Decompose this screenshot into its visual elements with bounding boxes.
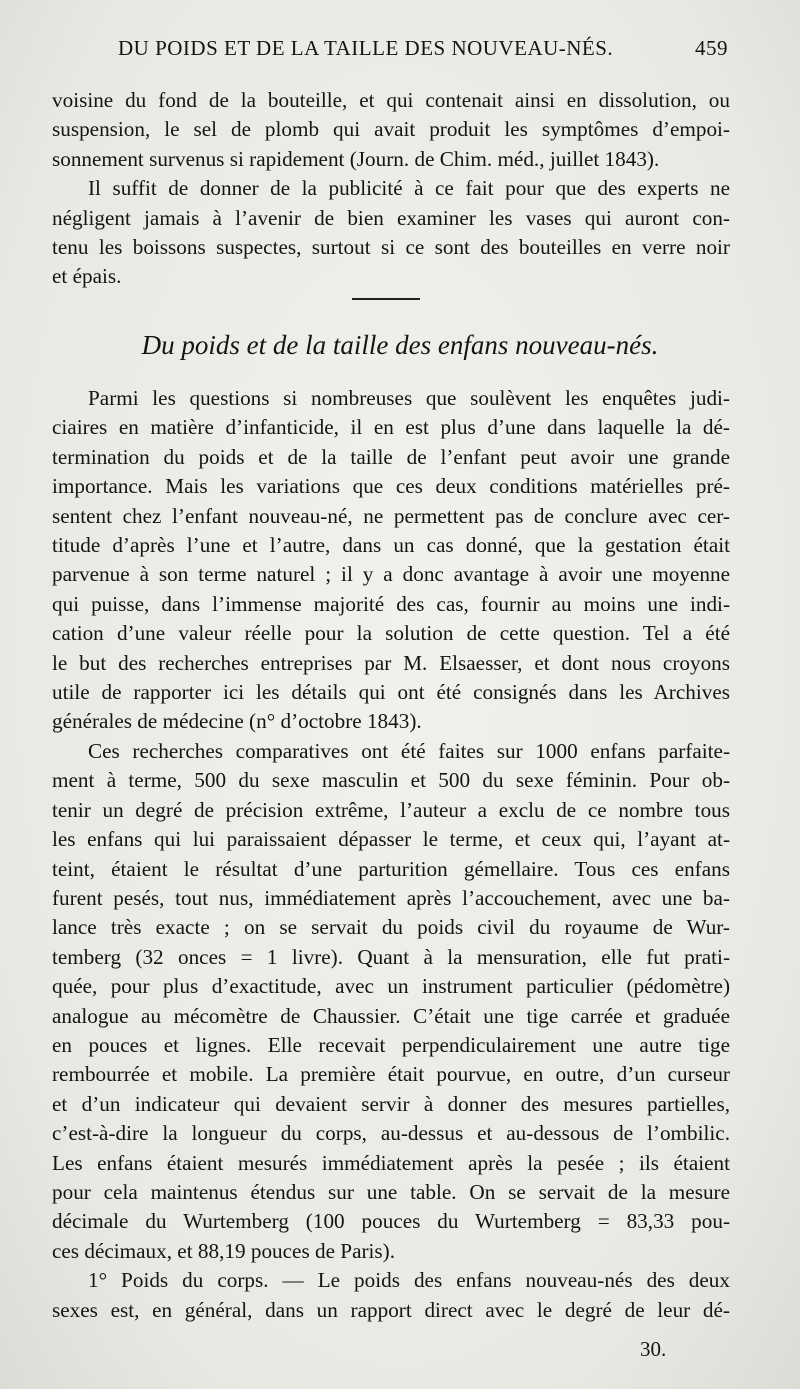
text-line: termination du poids et de la taille de l’enfant peut avoir une grande — [52, 444, 730, 469]
running-title: DU POIDS ET DE LA TAILLE DES NOUVEAU-NÉS. — [118, 36, 614, 60]
text-line: Parmi les questions si nombreuses que soulèvent les enquêtes judi- — [88, 386, 730, 410]
text-line: suspension, le sel de plomb qui avait produit les symptômes d’empoi- — [52, 117, 730, 142]
text-line: négligent jamais à l’avenir de bien examiner les vases qui auront con- — [52, 205, 730, 230]
text-line: parvenue à son terme naturel ; il y a donc avantage à avoir une moyenne — [52, 562, 730, 587]
page-number: 459 — [695, 36, 728, 60]
text-line: lance très exacte ; on se servait du poids civil du royaume de Wur- — [52, 915, 730, 940]
text-line: pour cela maintenus étendus sur une table. On se servait de la mesure — [52, 1179, 730, 1204]
text-line: ces décimaux, et 88,19 pouces de Paris). — [52, 1238, 396, 1263]
text-line: temberg (32 onces = 1 livre). Quant à la mensuration, elle fut prati- — [52, 944, 730, 969]
text-line: voisine du fond de la bouteille, et qui contenait ainsi en dissolution, ou — [52, 88, 730, 112]
text-line: quée, pour plus d’exactitude, avec un instrument particulier (pédomètre) — [52, 974, 730, 999]
text-line: sentent chez l’enfant nouveau-né, ne permettent pas de conclure avec cer- — [52, 503, 730, 528]
text-line: sexes est, en général, dans un rapport direct avec le degré de leur dé- — [52, 1297, 730, 1322]
text-line: c’est-à-dire la longueur du corps, au-dessus et au-dessous de l’ombilic. — [52, 1121, 730, 1146]
text-line: qui puisse, dans l’immense majorité des cas, fournir au moins une indi- — [52, 591, 730, 616]
section-divider — [352, 298, 420, 300]
text-line: Il suffit de donner de la publicité à ce fait pour que des experts ne — [88, 176, 730, 201]
text-line: et d’un indicateur qui devaient servir à donner des mesures partielles, — [52, 1091, 730, 1116]
section-body — [52, 384, 730, 1325]
signature-mark: 30. — [640, 1337, 667, 1361]
text-line: tenu les boissons suspectes, surtout si ce sont des bouteilles en verre noir — [52, 235, 730, 260]
continuation-paragraphs — [52, 86, 730, 292]
text-line: Ces recherches comparatives ont été faites sur 1000 enfans parfaite- — [88, 738, 730, 763]
text-line: titude d’après l’une et l’autre, dans un cas donné, que la gestation était — [52, 533, 730, 558]
text-line: teint, étaient le résultat d’une parturition gémellaire. Tous ces enfans — [52, 856, 730, 881]
text-line: ment à terme, 500 du sexe masculin et 500 du sexe féminin. Pour ob- — [52, 768, 730, 793]
section-title: Du poids et de la taille des enfans nouveau-nés. — [141, 330, 659, 360]
text-line: tenir un degré de précision extrême, l’auteur a exclu de ce nombre tous — [52, 797, 730, 822]
text-line: ciaires en matière d’infanticide, il en est plus d’une dans laquelle la dé- — [52, 415, 730, 440]
text-line: furent pesés, tout nus, immédiatement après l’accouchement, avec une ba- — [52, 885, 730, 910]
text-line: cation d’une valeur réelle pour la solution de cette question. Tel a été — [52, 621, 730, 646]
text-line: les enfans qui lui paraissaient dépasser le terme, et ceux qui, l’ayant at- — [52, 827, 730, 852]
text-line: générales de médecine (n° d’octobre 1843). — [52, 709, 422, 734]
text-line: le but des recherches entreprises par M. Elsaesser, et dont nous croyons — [52, 650, 730, 675]
text-line: en pouces et lignes. Elle recevait perpendiculairement une autre tige — [52, 1032, 730, 1057]
text-line: sonnement survenus si rapidement (Journ. de Chim. méd., juillet 1843). — [52, 146, 660, 171]
text-line: analogue au mécomètre de Chaussier. C’était une tige carrée et graduée — [52, 1003, 730, 1028]
text-line: 1° Poids du corps. — Le poids des enfans nouveau-nés des deux — [88, 1268, 730, 1293]
running-header — [118, 36, 728, 61]
text-line: décimale du Wurtemberg (100 pouces du Wurtemberg = 83,33 pou- — [52, 1209, 730, 1234]
text-line: et épais. — [52, 264, 122, 289]
text-line: utile de rapporter ici les détails qui ont été consignés dans les Archives — [52, 680, 730, 705]
text-line: importance. Mais les variations que ces deux conditions matérielles pré- — [52, 474, 730, 499]
text-line: Les enfans étaient mesurés immédiatement après la pesée ; ils étaient — [52, 1150, 730, 1175]
text-line: rembourrée et mobile. La première était pourvue, en outre, d’un curseur — [52, 1062, 730, 1087]
